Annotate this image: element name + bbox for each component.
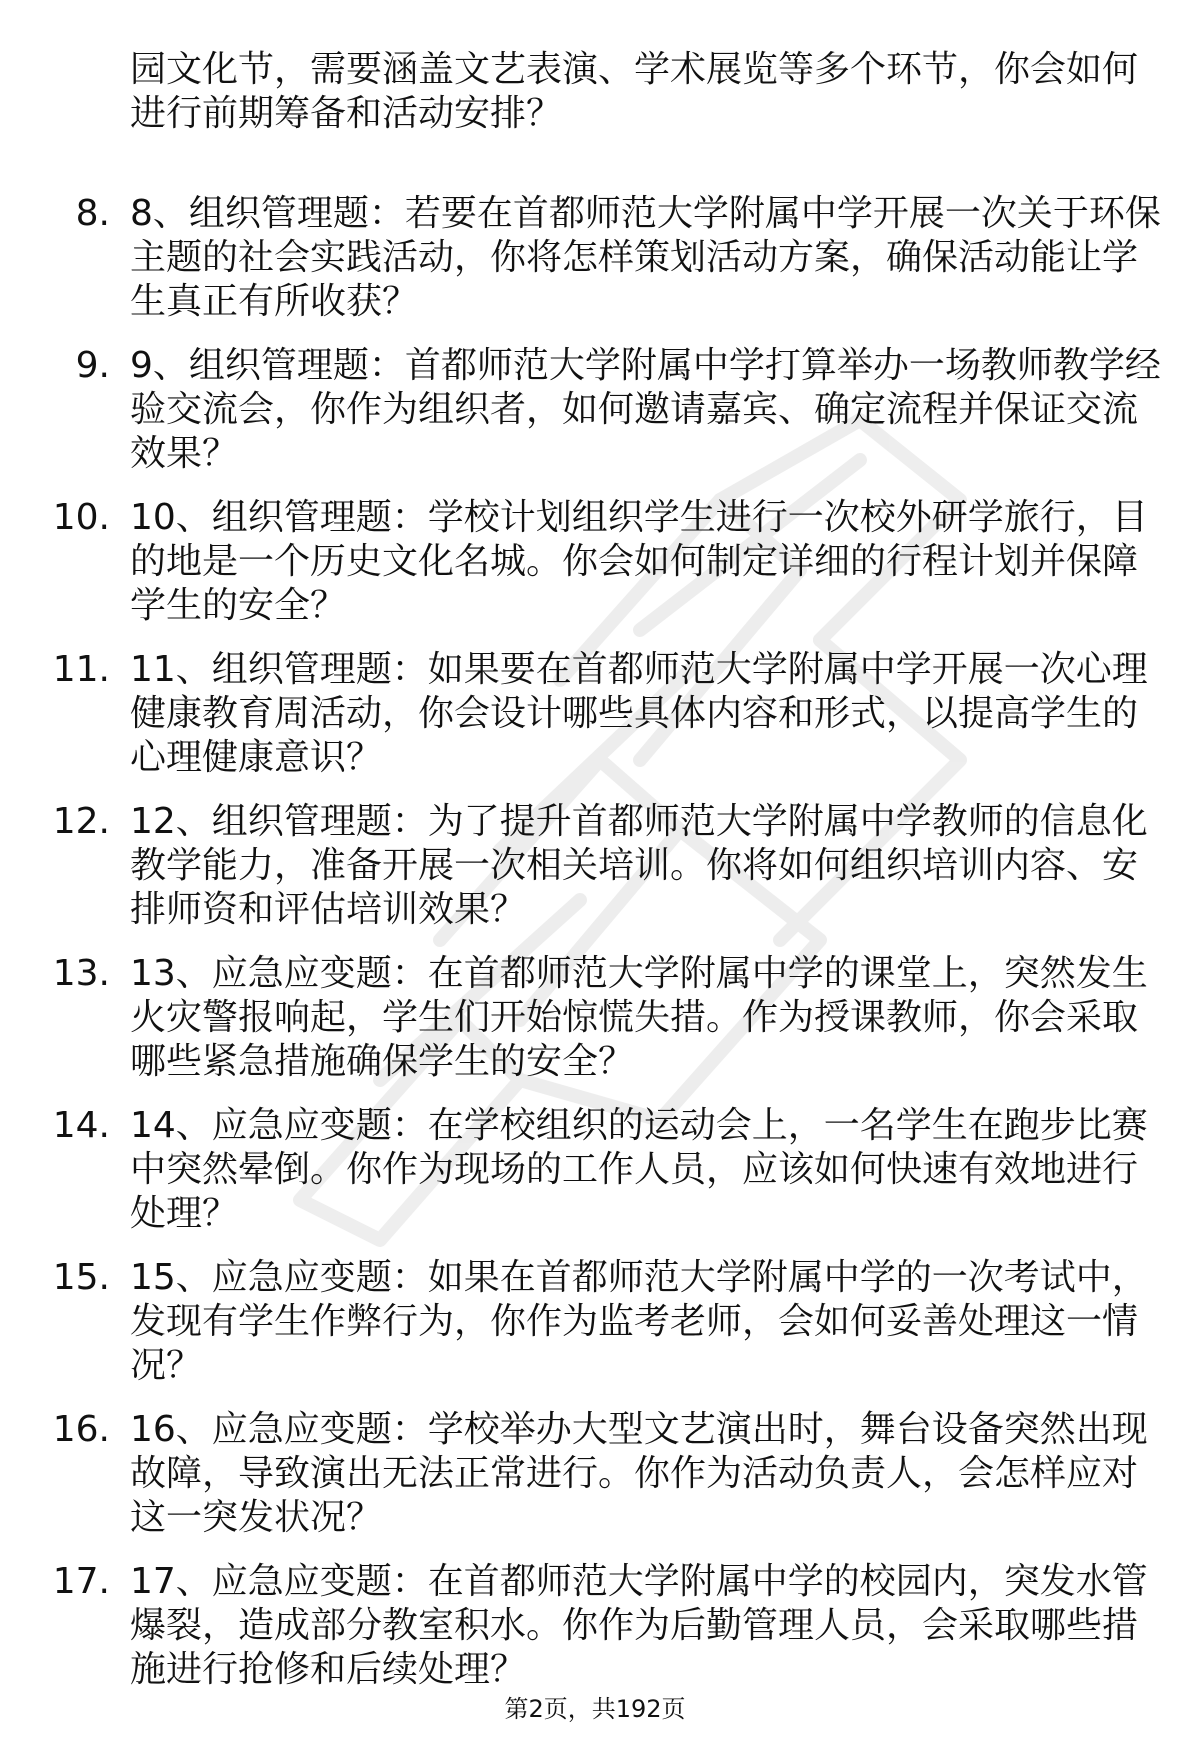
list-item bbox=[0, 800, 1190, 952]
page-footer: 第2页，共192页 bbox=[504, 1695, 686, 1723]
list-item bbox=[0, 1408, 1190, 1560]
question-number: 14. bbox=[52, 1105, 110, 1146]
question-text: 16、应急应变题：学校举办大型文艺演出时，舞台设备突然出现故障，导致演出无法正常进行。你作为活动负责人，会怎样应对这一突发状况？ bbox=[130, 1409, 1148, 1538]
question-number: 10. bbox=[52, 497, 110, 538]
list-item bbox=[0, 192, 1190, 344]
question-text: 13、应急应变题：在首都师范大学附属中学的课堂上，突然发生火灾警报响起，学生们开始惊慌失措。作为授课教师，你会采取哪些紧急措施确保学生的安全？ bbox=[130, 953, 1148, 1082]
question-list bbox=[0, 192, 1190, 1712]
question-text: 14、应急应变题：在学校组织的运动会上，一名学生在跑步比赛中突然晕倒。你作为现场的工作人员，应该如何快速有效地进行处理？ bbox=[130, 1105, 1148, 1234]
question-number: 16. bbox=[52, 1409, 110, 1450]
question-number: 15. bbox=[52, 1257, 110, 1298]
question-text: 10、组织管理题：学校计划组织学生进行一次校外研学旅行，目的地是一个历史文化名城。你会如何制定详细的行程计划并保障学生的安全？ bbox=[130, 497, 1148, 626]
list-item bbox=[0, 952, 1190, 1104]
list-item bbox=[0, 648, 1190, 800]
question-number: 8. bbox=[75, 193, 110, 234]
question-text: 9、组织管理题：首都师范大学附属中学打算举办一场教师教学经验交流会，你作为组织者，如何邀请嘉宾、确定流程并保证交流效果？ bbox=[130, 345, 1161, 474]
question-text: 11、组织管理题：如果要在首都师范大学附属中学开展一次心理健康教育周活动，你会设计哪些具体内容和形式，以提高学生的心理健康意识？ bbox=[130, 649, 1148, 778]
question-number: 12. bbox=[52, 801, 110, 842]
question-text: 8、组织管理题：若要在首都师范大学附属中学开展一次关于环保主题的社会实践活动，你将怎样策划活动方案，确保活动能让学生真正有所收获？ bbox=[130, 193, 1161, 322]
question-number: 17. bbox=[52, 1561, 110, 1602]
question-text: 15、应急应变题：如果在首都师范大学附属中学的一次考试中，发现有学生作弊行为，你作为监考老师，会如何妥善处理这一情况？ bbox=[130, 1257, 1148, 1386]
question-text: 17、应急应变题：在首都师范大学附属中学的校园内，突发水管爆裂，造成部分教室积水。你作为后勤管理人员，会采取哪些措施进行抢修和后续处理？ bbox=[130, 1561, 1148, 1690]
lead-paragraph: 园文化节，需要涵盖文艺表演、学术展览等多个环节，你会如何进行前期筹备和活动安排？ bbox=[130, 49, 1139, 134]
question-text: 12、组织管理题：为了提升首都师范大学附属中学教师的信息化教学能力，准备开展一次相关培训。你将如何组织培训内容、安排师资和评估培训效果？ bbox=[130, 801, 1148, 930]
list-item bbox=[0, 1256, 1190, 1408]
list-item bbox=[0, 1560, 1190, 1712]
list-item bbox=[0, 496, 1190, 648]
question-number: 13. bbox=[52, 953, 110, 994]
list-item bbox=[0, 1104, 1190, 1256]
question-number: 9. bbox=[75, 345, 110, 386]
question-number: 11. bbox=[52, 649, 110, 690]
list-item bbox=[0, 344, 1190, 496]
